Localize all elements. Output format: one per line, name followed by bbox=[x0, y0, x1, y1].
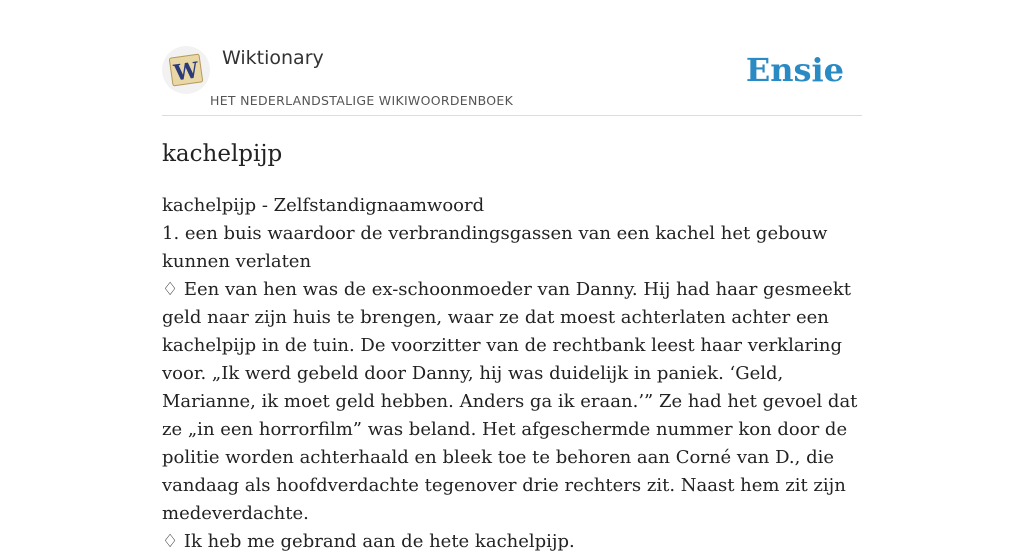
ensie-brand-link[interactable]: Ensie bbox=[745, 51, 844, 89]
site-name[interactable]: Wiktionary bbox=[222, 47, 324, 69]
site-header bbox=[162, 0, 862, 116]
site-tagline: HET NEDERLANDSTALIGE WIKIWOORDENBOEK bbox=[210, 93, 514, 108]
definition: 1. een buis waardoor de verbrandingsgassen van een kachel het gebouw kunnen verlaten bbox=[162, 223, 828, 272]
content-container bbox=[162, 0, 862, 552]
wiktionary-tile-icon bbox=[168, 52, 204, 88]
entry-body bbox=[162, 192, 862, 556]
example-sentence: ♢ Ik heb me gebrand aan de hete kachelpijp. bbox=[162, 531, 575, 552]
example-sentence: ♢ Een van hen was de ex-schoonmoeder van Danny. Hij had haar gesmeekt geld naar zijn huis te brengen, waar ze dat moest achterlaten achter een kachelpijp in de tuin. De voorzitter van de rechtbank leest haar verklaring voor. „Ik werd gebeld door Danny, hij was duidelijk in paniek. ‘Geld, Marianne, ik moet geld hebben. Anders ga ik eraan.’” Ze had het gevoel dat ze „in een horrorfilm” was beland. Het afgeschermde nummer kon door de politie worden achterhaald en bleek toe te behoren aan Corné van D., die vandaag als hoofdverdachte tegenover drie rechters zit. Naast hem zit zijn medeverdachte. bbox=[162, 279, 858, 524]
logo-letter: W bbox=[172, 57, 201, 87]
wiktionary-logo[interactable] bbox=[162, 46, 210, 94]
part-of-speech-line: kachelpijp - Zelfstandignaamwoord bbox=[162, 195, 485, 216]
page-title: kachelpijp bbox=[162, 141, 283, 167]
